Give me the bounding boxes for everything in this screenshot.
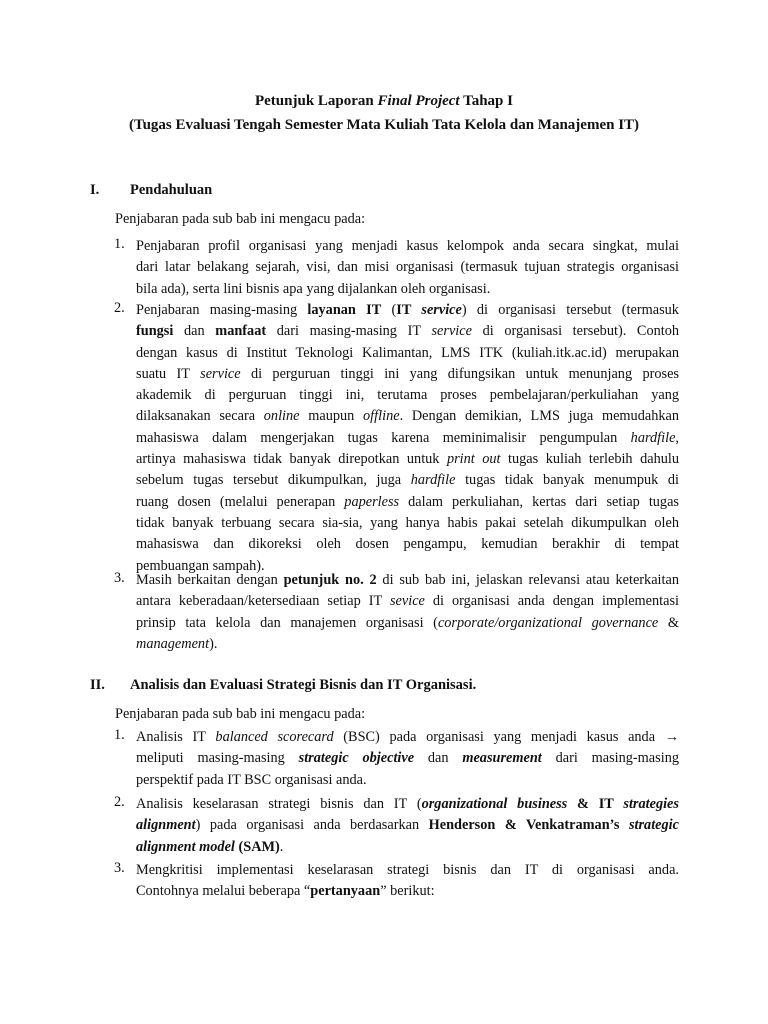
document-subtitle: (Tugas Evaluasi Tengah Semester Mata Kuliah Tata Kelola dan Manajemen IT) [128,117,640,133]
section-2-number: II. [90,677,105,693]
list-item-number: 2. [114,794,125,810]
section-1-title: Pendahuluan [130,182,213,198]
list-item: Penjabaran profil organisasi yang menjadi kasus kelompok anda secara singkat, mulai dari latar belakang sejarah, visi, dan misi organisasi (termasuk tujuan strategis organisasi bila ada), serta lini bisnis apa yang dijalankan oleh organisasi. [136,238,679,297]
list-item-number: 3. [114,860,125,876]
section-1-number: I. [90,182,100,198]
list-item-number: 1. [114,236,125,252]
list-item: Analisis IT balanced scorecard (BSC) pada organisasi yang menjadi kasus anda → meliputi masing-masing strategic objective dan measurement dari masing-masing perspektif pada IT BSC organisasi anda. [136,729,680,788]
list-item-number: 3. [114,570,125,586]
list-item: Mengkritisi implementasi keselarasan strategi bisnis dan IT di organisasi anda. Contohnya melalui beberapa “pertanyaan” berikut: [136,862,679,900]
list-item-number: 1. [114,727,125,743]
document-title: Petunjuk Laporan Final Project Tahap I [254,93,513,109]
section-1-intro: Penjabaran pada sub bab ini mengacu pada: [115,211,366,227]
right-arrow-icon: → [664,729,680,745]
section-2-intro: Penjabaran pada sub bab ini mengacu pada: [115,706,366,722]
list-item: Masih berkaitan dengan petunjuk no. 2 di sub bab ini, jelaskan relevansi atau keterkaitan antara keberadaan/ketersediaan setiap IT sevice di organisasi anda dengan implementasi prinsip tata kelola dan manajemen organisasi (corporate/organizational governance & management). [136,572,680,652]
list-item-number: 2. [114,300,125,316]
section-2-title: Analisis dan Evaluasi Strategi Bisnis dan IT Organisasi. [130,677,477,693]
list-item: Penjabaran masing-masing layanan IT (IT service) di organisasi tersebut (termasuk fungsi dan manfaat dari masing-masing IT service di organisasi tersebut). Contoh dengan kasus di Institut Teknologi Kalimantan, LMS ITK (kuliah.itk.ac.id) merupakan suatu IT service di perguruan tinggi ini yang difungsikan untuk menunjang proses akademik di perguruan tinggi ini, terutama proses pembelajaran/perkuliahan yang dilaksanakan secara online maupun offline. Dengan demikian, LMS juga memudahkan mahasiswa dalam mengerjakan tugas karena meminimalisir pengumpulan hardfile, artinya mahasiswa tidak banyak direpotkan untuk print out tugas kuliah terlebih dahulu sebelum tugas tersebut dikumpulkan, juga hardfile tugas tidak banyak menumpuk di ruang dosen (melalui penerapan paperless dalam perkuliahan, kertas dari setiap tugas tidak banyak terbuang secara sia-sia, yang hanya habis pakai setelah dikumpulkan oleh mahasiswa dan dikoreksi oleh dosen pengampu, kemudian berakhir di tempat pembuangan sampah). [136,302,680,574]
list-item: Analisis keselarasan strategi bisnis dan IT (organizational business & IT strategies alignment) pada organisasi anda berdasarkan Henderson & Venkatraman’s strategic alignment model (SAM). [136,796,679,855]
